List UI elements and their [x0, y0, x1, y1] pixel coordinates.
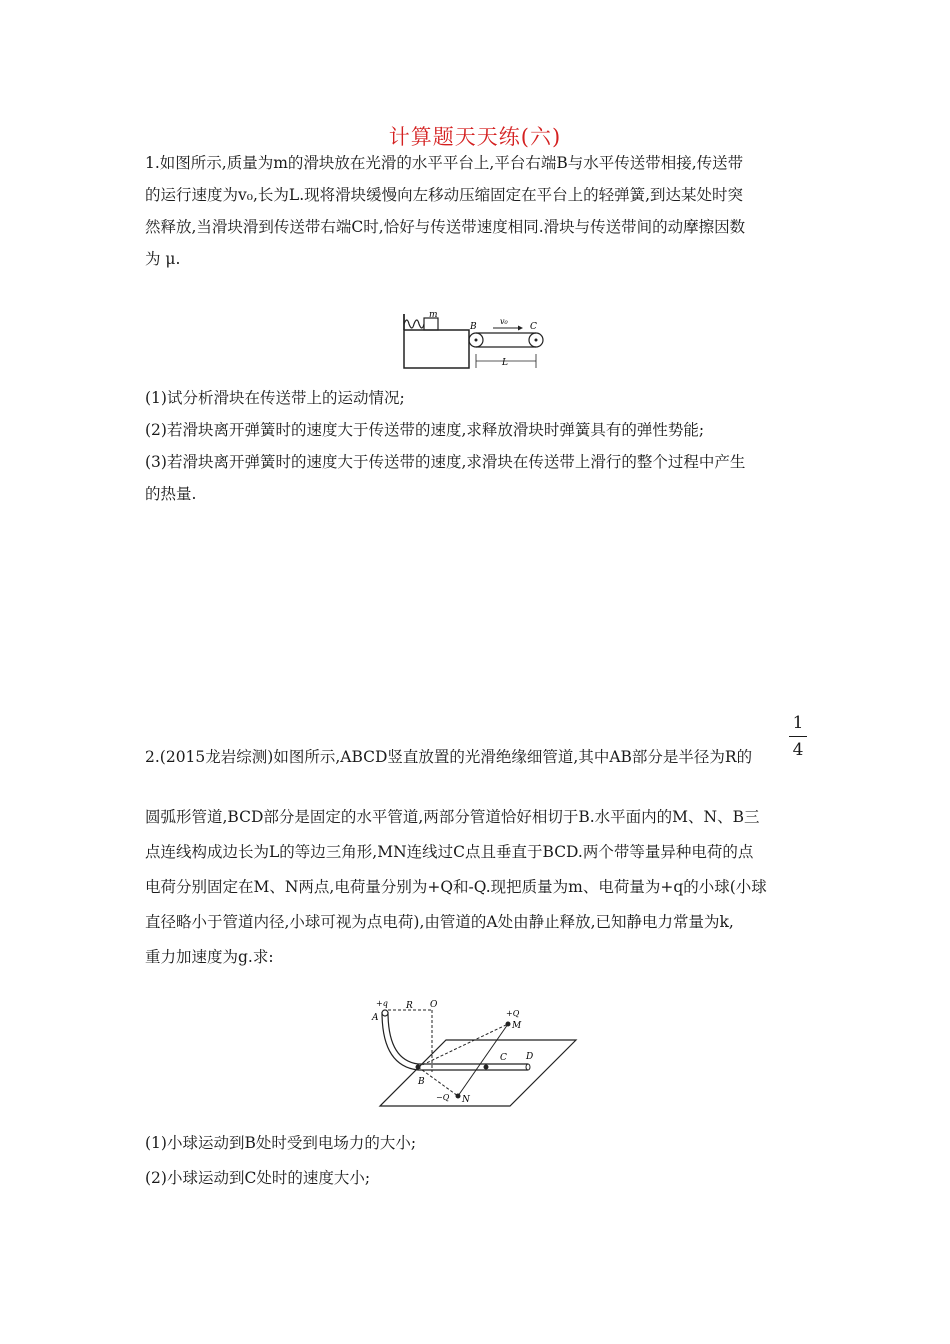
- q2-line: 直径略小于管道内径,小球可视为点电荷),由管道的A处由静止释放,已知静电力常量为k,: [145, 913, 734, 931]
- question-2-intro: [145, 741, 815, 773]
- q1-line: 为 μ.: [145, 250, 181, 268]
- label-O: O: [430, 1000, 438, 1010]
- q2-sub-item: (1)小球运动到B处时受到电场力的大小;: [145, 1134, 417, 1152]
- label-A: A: [372, 1013, 379, 1023]
- fraction-denominator: 4: [792, 740, 804, 760]
- label-C: C: [530, 322, 537, 332]
- fraction-numerator: 1: [789, 712, 807, 737]
- question-1-text: [145, 147, 815, 275]
- q1-line: 然释放,当滑块滑到传送带右端C时,恰好与传送带速度相同.滑块与传送带间的动摩擦因数: [145, 218, 746, 236]
- ball-a: [382, 1010, 388, 1016]
- q1-sub-item: (1)试分析滑块在传送带上的运动情况;: [145, 389, 405, 407]
- q2-sub-item: (2)小球运动到C处时的速度大小;: [145, 1169, 371, 1187]
- label-plus-Q: +Q: [506, 1009, 520, 1018]
- question-2-subquestions: [145, 1126, 815, 1196]
- conveyor-belt-figure: [396, 306, 556, 376]
- q2-line: 电荷分别固定在M、N两点,电荷量分别为+Q和-Q.现把质量为m、电荷量为+q的小球(小球: [145, 878, 767, 896]
- q1-sub-item: (2)若滑块离开弹簧时的速度大于传送带的速度,求释放滑块时弹簧具有的弹性势能;: [145, 421, 705, 439]
- label-D: D: [526, 1052, 534, 1062]
- charge-m: [506, 1022, 511, 1027]
- question-1-subquestions: [145, 383, 815, 511]
- spring-icon: [404, 320, 424, 328]
- q1-sub-item: (3)若滑块离开弹簧时的速度大于传送带的速度,求滑块在传送带上滑行的整个过程中产生: [145, 453, 746, 471]
- question-2-text: [145, 800, 815, 975]
- q1-line: 的运行速度为v₀,长为L.现将滑块缓慢向左移动压缩固定在平台上的轻弹簧,到达某处时突: [145, 186, 744, 204]
- arc-pipe: [382, 1012, 418, 1070]
- label-plus-q: +q: [376, 1000, 388, 1008]
- label-B: B: [418, 1077, 425, 1087]
- q2-line: 重力加速度为g.求:: [145, 948, 274, 966]
- label-M: M: [512, 1021, 522, 1031]
- page-title: 计算题天天练(六): [388, 125, 562, 149]
- pipe-charges-figure: [370, 1000, 582, 1110]
- label-minus-Q: −Q: [436, 1093, 450, 1102]
- point-c: [484, 1065, 489, 1070]
- q1-sub-item: 的热量.: [145, 485, 197, 503]
- platform-outline: [404, 314, 469, 368]
- label-m: m: [429, 310, 438, 320]
- label-B: B: [470, 322, 477, 332]
- label-L: L: [502, 358, 508, 368]
- label-C: C: [500, 1053, 507, 1063]
- label-v0: v₀: [500, 317, 508, 326]
- label-R: R: [406, 1001, 413, 1011]
- q2-line: 圆弧形管道,BCD部分是固定的水平管道,两部分管道恰好相切于B.水平面内的M、N、B三: [145, 808, 760, 826]
- q1-line: 1.如图所示,质量为m的滑块放在光滑的水平平台上,平台右端B与水平传送带相接,传送带: [145, 154, 744, 172]
- point-b: [416, 1065, 421, 1070]
- q2-line: 2.(2015龙岩综测)如图所示,ABCD竖直放置的光滑绝缘细管道,其中AB部分是半径为R的: [145, 748, 753, 766]
- horizontal-plane: [380, 1040, 576, 1106]
- q2-line: 点连线构成边长为L的等边三角形,MN连线过C点且垂直于BCD.两个带等量异种电荷的点: [145, 843, 754, 861]
- label-N: N: [462, 1095, 470, 1105]
- charge-n: [456, 1094, 461, 1099]
